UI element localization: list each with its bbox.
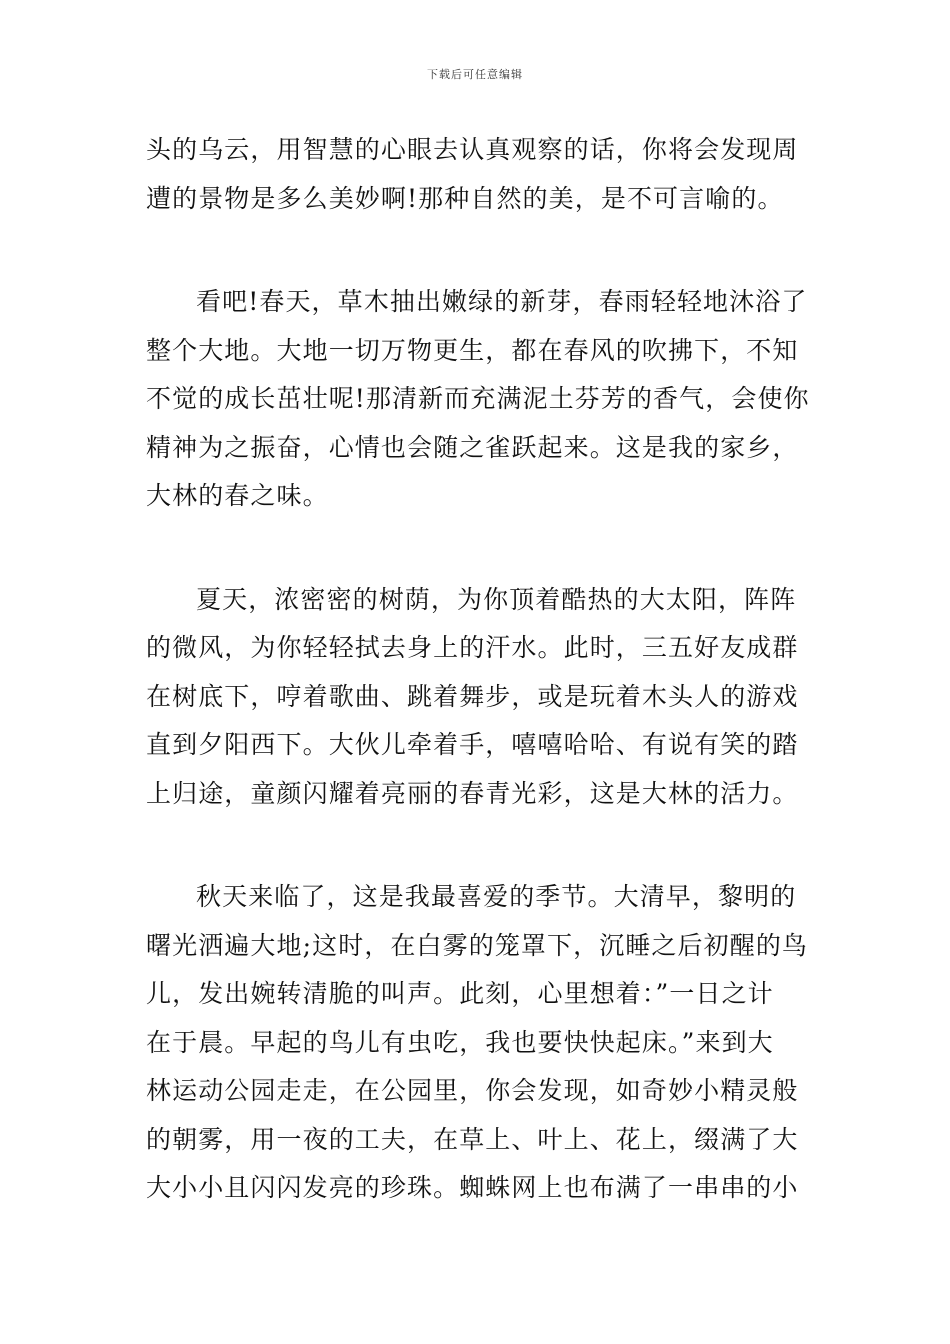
text-line: 整个大地。大地一切万物更生，都在春风的吹拂下，不知 xyxy=(146,335,799,365)
paragraph-summer xyxy=(146,576,810,819)
text-line: 秋天来临了，这是我最喜爱的季节。大清早，黎明的 xyxy=(196,882,797,911)
text-line: 精神为之振奋，心情也会随之雀跃起来。这是我的家乡， xyxy=(146,432,799,462)
text-line: 林运动公园走走，在公园里，你会发现，如奇妙小精灵般 xyxy=(146,1076,799,1105)
document-body xyxy=(146,126,810,1213)
paragraph-gap xyxy=(146,223,810,278)
text-line: 曙光洒遍大地;这时，在白雾的笼罩下，沉睡之后初醒的鸟 xyxy=(146,930,809,960)
text-line: 看吧!春天，草木抽出嫩绿的新芽，春雨轻轻地沐浴了 xyxy=(196,287,808,316)
paragraph-gap xyxy=(146,521,810,576)
text-line: 上归途，童颜闪耀着亮丽的春青光彩，这是大林的活力。 xyxy=(146,778,799,808)
page-header-note: 下载后可任意编辑 xyxy=(427,68,523,81)
text-line: 大林的春之味。 xyxy=(146,481,329,510)
text-line: 头的乌云，用智慧的心眼去认真观察的话，你将会发现周 xyxy=(146,135,799,164)
text-line: 直到夕阳西下。大伙儿牵着手，嘻嘻哈哈、有说有笑的踏 xyxy=(146,730,799,759)
text-line: 夏天，浓密密的树荫，为你顶着酷热的大太阳，阵阵 xyxy=(196,584,797,614)
text-line: 的朝雾，用一夜的工夫，在草上、叶上、花上，缀满了大 xyxy=(146,1124,799,1154)
paragraph-autumn xyxy=(146,873,810,1213)
text-line: 不觉的成长茁壮呢!那清新而充满泥土芬芳的香气，会使你 xyxy=(146,384,810,413)
text-line: 大小小且闪闪发亮的珍珠。蜘蛛网上也布满了一串串的小 xyxy=(146,1173,799,1202)
text-line: 遭的景物是多么美妙啊!那种自然的美，是不可言喻的。 xyxy=(146,183,784,213)
paragraph-intro xyxy=(146,126,810,223)
text-line: 在于晨。早起的鸟儿有虫吃，我也要快快起床。”来到大 xyxy=(146,1027,774,1057)
paragraph-gap xyxy=(146,818,810,873)
text-line: 儿，发出婉转清脆的叫声。此刻，心里想着：”一日之计 xyxy=(146,979,774,1008)
text-line: 的微风，为你轻轻拭去身上的汗水。此时，三五好友成群 xyxy=(146,633,799,662)
paragraph-spring xyxy=(146,278,810,521)
text-line: 在树底下，哼着歌曲、跳着舞步，或是玩着木头人的游戏 xyxy=(146,681,799,711)
